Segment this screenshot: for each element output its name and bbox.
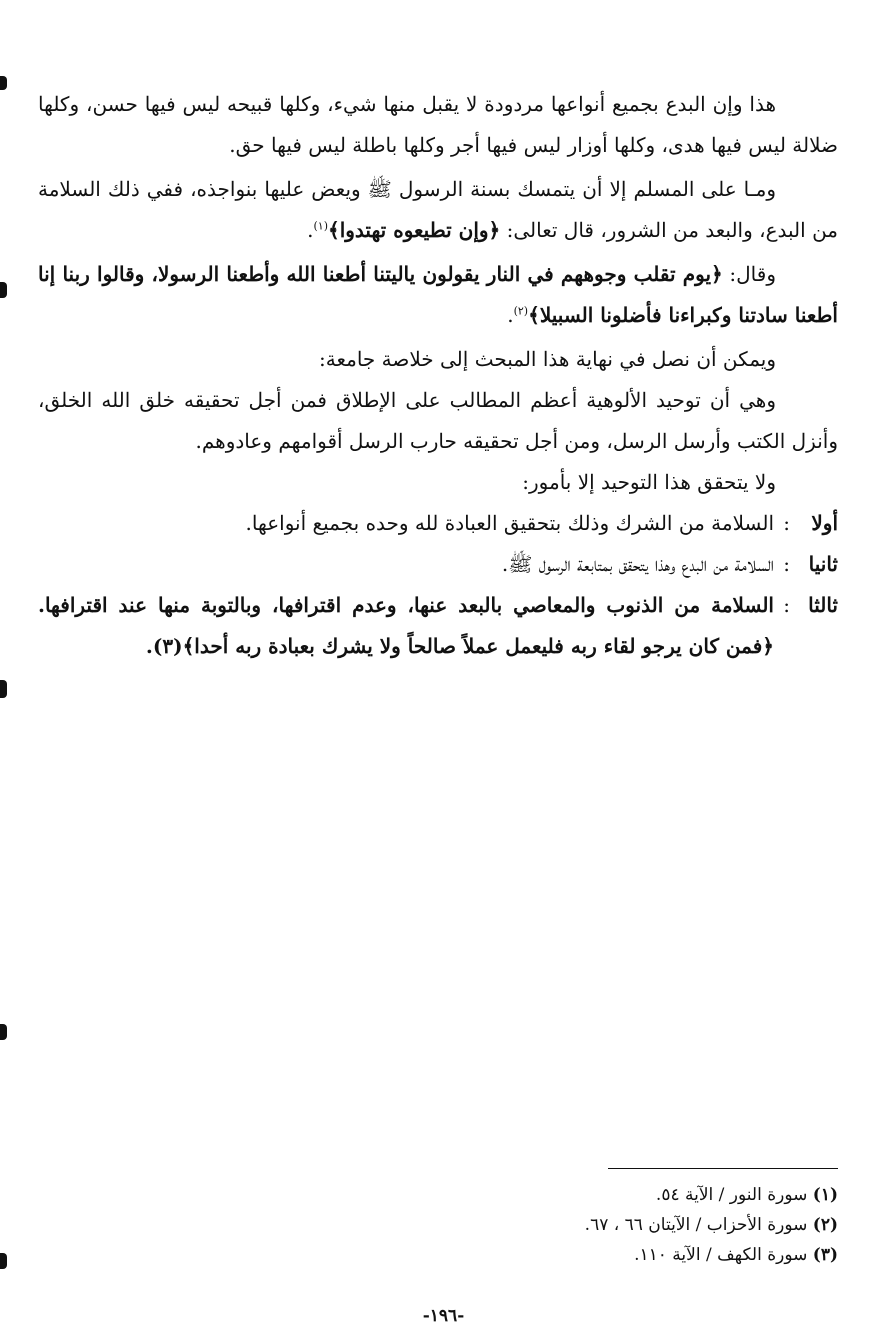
list-item-first [38, 503, 838, 544]
list-item-colon: : [783, 511, 790, 535]
page-body [38, 84, 838, 667]
footnote-text: سورة الكهف / الآية ١١٠. [634, 1245, 808, 1265]
paragraph-summary-intro: ويمكن أن نصل في نهاية هذا المبحث إلى خلاصة جامعة: [319, 347, 776, 371]
footnote-ref: (١) [313, 219, 328, 233]
footnote-item [400, 1180, 838, 1210]
list-item-label: أولا [811, 511, 838, 535]
paragraph-tawheed: وهي أن توحيد الألوهية أعظم المطالب على الإطلاق فمن أجل تحقيقه خلق الله الخلق، وأنزل الكتب وأرسل الرسل، ومن أجل تحقيقه حارب الرسل أقوامهم وعادوهم. [38, 388, 838, 453]
list-item-third [38, 585, 838, 667]
footnote-ref: (٢) [513, 304, 529, 318]
list-item-text: السلامة من الشرك وذلك بتحقيق العبادة لله وحده بجميع أنواعها. [245, 511, 774, 535]
scan-edge-mark [0, 1024, 7, 1040]
paragraph-verse-intro: وقال: [722, 262, 776, 286]
footnote-number: (٢) [812, 1215, 838, 1235]
footnote-item [400, 1210, 838, 1240]
list-item-text: السلامة من الذنوب والمعاصي بالبعد عنها، وعدم اقترافها، وبالتوبة منها عند اقترافها. ﴿فمن كان يرجو لقاء ربه فليعمل عملاً صالحاً ولا يشرك بعبادة ربه أحدا﴾(٣). [38, 593, 774, 658]
footnote-item [400, 1240, 838, 1270]
footnote-text: سورة النور / الآية ٥٤. [655, 1185, 808, 1205]
scan-edge-mark [0, 76, 7, 90]
footnote-divider [608, 1168, 838, 1169]
scan-edge-mark [0, 1253, 7, 1269]
list-item-colon: : [783, 593, 790, 617]
quran-quote: ﴿وإن تطيعوه تهتدوا﴾ [328, 218, 501, 242]
list-item-text: السلامة من البدع وهذا يتحقق بمتابعة الرسول ﷺ. [501, 552, 774, 576]
paragraph-sunnah-text: ومـا على المسلم إلا أن يتمسك بسنة الرسول ﷺ ويعض عليها بنواجذه، ففي ذلك السلامة من البدع، والبعد من الشرور، قال تعالى: [38, 177, 838, 242]
list-item-label: ثانيا [808, 552, 838, 576]
list-item-second [38, 544, 838, 585]
footnote-number: (١) [812, 1185, 838, 1205]
paragraph-bida: هذا وإن البدع بجميع أنواعها مردودة لا يقبل منها شيء، وكلها قبيحه ليس فيها حسن، وكلها ضلالة ليس فيها هدى، وكلها أوزار ليس فيها أجر وكلها باطلة ليس فيها حق. [38, 92, 838, 157]
footnotes [400, 1180, 838, 1270]
paragraph-sunnah [38, 169, 838, 251]
page-number: -١٩٦- [422, 1306, 465, 1326]
list-item-label: ثالثا [808, 593, 838, 617]
footnote-text: سورة الأحزاب / الآيتان ٦٦ ، ٦٧. [584, 1215, 808, 1235]
scan-edge-mark [0, 282, 7, 298]
scan-edge-mark [0, 680, 7, 698]
quran-quote: ﴿يوم تقلب وجوههم في النار يقولون ياليتنا أطعنا الله وأطعنا الرسولا، وقالوا ربنا إنا أطعنا سادتنا وكبراءنا فأضلونا السبيلا﴾ [38, 262, 838, 327]
list-item-colon: : [783, 552, 790, 576]
paragraph-verse [38, 254, 838, 336]
punctuation: . [307, 218, 314, 242]
paragraph-conditions: ولا يتحقق هذا التوحيد إلا بأمور: [522, 470, 776, 494]
footnote-number: (٣) [812, 1245, 838, 1265]
punctuation: . [507, 303, 514, 327]
